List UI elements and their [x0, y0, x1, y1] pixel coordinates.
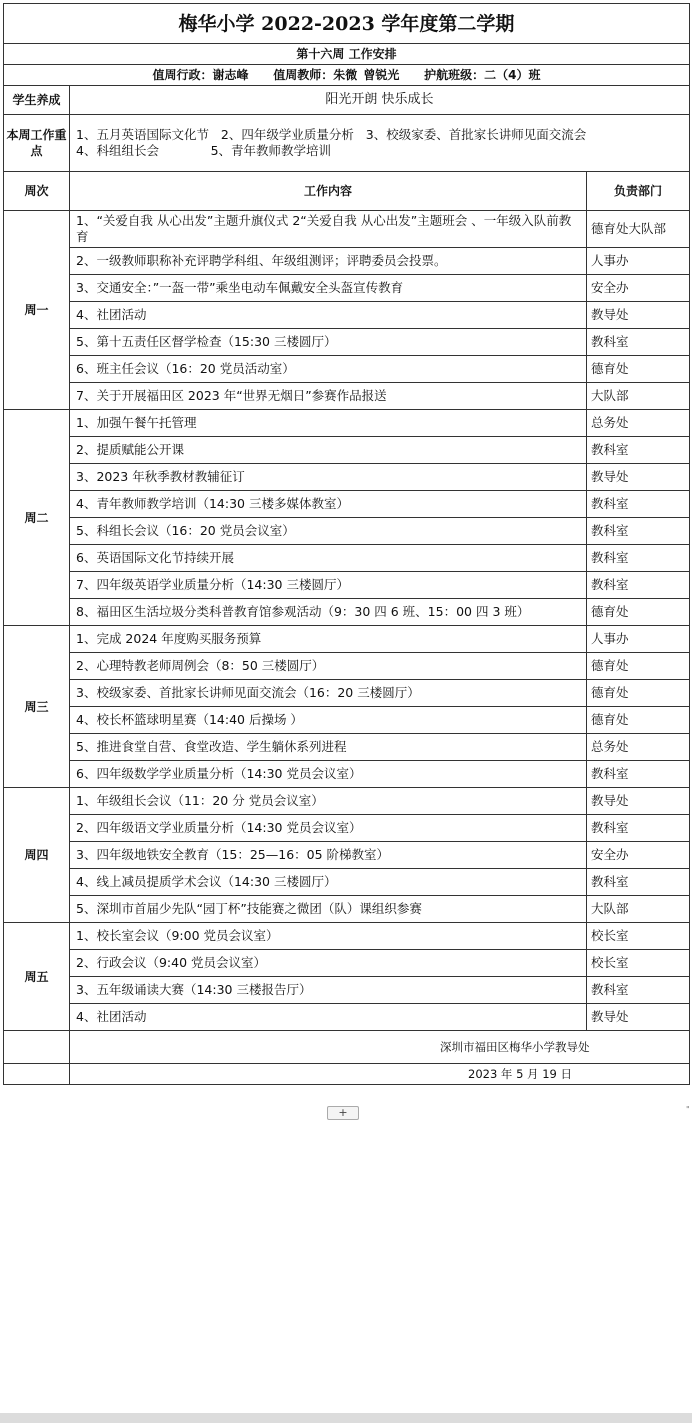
day-label: 周四 [4, 788, 70, 923]
task-text: 3、2023 年秋季教材教辅征订 [70, 464, 587, 491]
schedule-row [4, 626, 690, 653]
duty-admin-label: 值周行政： [152, 68, 213, 82]
task-text: 4、青年教师教学培训（14:30 三楼多媒体教室） [70, 491, 587, 518]
department: 教导处 [587, 464, 690, 491]
week-row [4, 44, 690, 65]
schedule-row [4, 815, 690, 842]
department: 德育处大队部 [587, 211, 690, 248]
task-text: 5、推进食堂自营、食堂改造、学生躺休系列进程 [70, 734, 587, 761]
task-text: 5、深圳市首届少先队“园丁杯”技能赛之微团（队）课组织参赛 [70, 896, 587, 923]
department: 人事办 [587, 626, 690, 653]
duty-teacher-label: 值周教师： [273, 68, 334, 82]
schedule-row [4, 977, 690, 1004]
schedule-row [4, 356, 690, 383]
department: 教科室 [587, 545, 690, 572]
department: 总务处 [587, 734, 690, 761]
day-label: 周五 [4, 923, 70, 1031]
department: 教科室 [587, 869, 690, 896]
task-text: 8、福田区生活垃圾分类科普教育馆参观活动（9：30 四 6 班、15：00 四 3 班） [70, 599, 587, 626]
schedule-row [4, 707, 690, 734]
focus-line: 4、科组组长会 5、青年教师教学培训 [76, 143, 332, 158]
day-label: 周二 [4, 410, 70, 626]
duty-info [4, 65, 690, 86]
task-text: 6、英语国际文化节持续开展 [70, 545, 587, 572]
schedule-row [4, 869, 690, 896]
department: 校长室 [587, 923, 690, 950]
day-label: 周一 [4, 211, 70, 410]
department: 安全办 [587, 842, 690, 869]
department: 德育处 [587, 680, 690, 707]
schedule-row [4, 437, 690, 464]
schedule-row [4, 545, 690, 572]
schedule-row [4, 491, 690, 518]
week-title: 第十六周 工作安排 [4, 44, 690, 65]
duty-admin: 谢志峰 [212, 68, 249, 82]
schedule-row [4, 923, 690, 950]
task-text: 2、四年级语文学业质量分析（14:30 党员会议室） [70, 815, 587, 842]
task-text: 1、完成 2024 年度购买服务预算 [70, 626, 587, 653]
motto-text: 阳光开朗 快乐成长 [70, 86, 690, 115]
duty-teachers: 朱微 曾锐光 [333, 68, 400, 82]
day-label: 周三 [4, 626, 70, 788]
task-text: 5、第十五责任区督学检查（15:30 三楼圆厅） [70, 329, 587, 356]
footer-date-row [4, 1064, 690, 1085]
department: 德育处 [587, 707, 690, 734]
schedule-row [4, 464, 690, 491]
task-text: 3、四年级地铁安全教育（15：25—16：05 阶梯教室） [70, 842, 587, 869]
department: 大队部 [587, 896, 690, 923]
header-dept: 负责部门 [587, 172, 690, 211]
task-text: 7、关于开展福田区 2023 年“世界无烟日”参赛作品报送 [70, 383, 587, 410]
schedule-row [4, 302, 690, 329]
duty-class-label: 护航班级： [424, 68, 485, 82]
schedule-row [4, 950, 690, 977]
schedule-sheet [3, 3, 689, 1085]
schedule-row [4, 275, 690, 302]
department: 总务处 [587, 410, 690, 437]
footer-date: 2023 年 5 月 19 日 [70, 1064, 690, 1085]
focus-line: 1、五月英语国际文化节 2、四年级学业质量分析 3、校级家委、首批家长讲师见面交流会 [76, 127, 587, 142]
title-row [4, 4, 690, 44]
department: 教科室 [587, 329, 690, 356]
schedule-row [4, 1004, 690, 1031]
schedule-row [4, 211, 690, 248]
department: 教科室 [587, 518, 690, 545]
focus-label: 本周工作重点 [4, 115, 70, 172]
task-text: 1、“关爱自我 从心出发”主题升旗仪式 2“关爱自我 从心出发”主题班会 、一年级入队前教育 [70, 211, 587, 248]
task-text: 1、年级组长会议（11：20 分 党员会议室） [70, 788, 587, 815]
add-row-button[interactable]: + [327, 1106, 359, 1120]
motto-row [4, 86, 690, 115]
department: 教科室 [587, 572, 690, 599]
schedule-row [4, 788, 690, 815]
schedule-row [4, 329, 690, 356]
schedule-row [4, 410, 690, 437]
task-text: 4、线上减员提质学术会议（14:30 三楼圆厅） [70, 869, 587, 896]
duty-row [4, 65, 690, 86]
task-text: 2、行政会议（9:40 党员会议室） [70, 950, 587, 977]
corner-mark: " [686, 1105, 690, 1114]
schedule-row [4, 761, 690, 788]
task-text: 3、交通安全：”一盔一带”乘坐电动车佩戴安全头盔宣传教育 [70, 275, 587, 302]
task-text: 6、班主任会议（16：20 党员活动室） [70, 356, 587, 383]
schedule-table [3, 3, 690, 1085]
task-text: 1、加强午餐午托管理 [70, 410, 587, 437]
department: 德育处 [587, 599, 690, 626]
task-text: 5、科组长会议（16：20 党员会议室） [70, 518, 587, 545]
department: 校长室 [587, 950, 690, 977]
department: 教科室 [587, 437, 690, 464]
schedule-row [4, 248, 690, 275]
task-text: 4、校长杯篮球明星赛（14:40 后操场 ） [70, 707, 587, 734]
department: 教导处 [587, 788, 690, 815]
schedule-row [4, 383, 690, 410]
schedule-row [4, 599, 690, 626]
header-content: 工作内容 [70, 172, 587, 211]
task-text: 1、校长室会议（9:00 党员会议室） [70, 923, 587, 950]
schedule-row [4, 572, 690, 599]
header-row [4, 172, 690, 211]
footer-blank [4, 1064, 70, 1085]
bottom-scrollbar[interactable] [0, 1413, 692, 1423]
task-text: 3、五年级诵读大赛（14:30 三楼报告厅） [70, 977, 587, 1004]
department: 教科室 [587, 491, 690, 518]
task-text: 2、心理特教老师周例会（8：50 三楼圆厅） [70, 653, 587, 680]
department: 大队部 [587, 383, 690, 410]
department: 教导处 [587, 1004, 690, 1031]
header-day: 周次 [4, 172, 70, 211]
schedule-row [4, 518, 690, 545]
focus-row [4, 115, 690, 172]
department: 教科室 [587, 815, 690, 842]
document-title: 梅华小学 2022-2023 学年度第二学期 [4, 4, 690, 44]
department: 教科室 [587, 977, 690, 1004]
department: 教科室 [587, 761, 690, 788]
schedule-row [4, 680, 690, 707]
task-text: 2、一级教师职称补充评聘学科组、年级组测评；评聘委员会投票。 [70, 248, 587, 275]
task-text: 4、社团活动 [70, 302, 587, 329]
task-text: 6、四年级数学学业质量分析（14:30 党员会议室） [70, 761, 587, 788]
schedule-row [4, 896, 690, 923]
department: 德育处 [587, 356, 690, 383]
schedule-row [4, 842, 690, 869]
department: 德育处 [587, 653, 690, 680]
focus-content [70, 115, 690, 172]
department: 人事办 [587, 248, 690, 275]
footer-org-row [4, 1031, 690, 1064]
schedule-row [4, 734, 690, 761]
footer-blank [4, 1031, 70, 1064]
task-text: 7、四年级英语学业质量分析（14:30 三楼圆厅） [70, 572, 587, 599]
schedule-row [4, 653, 690, 680]
department: 教导处 [587, 302, 690, 329]
motto-label: 学生养成 [4, 86, 70, 115]
duty-class: 二（4）班 [484, 68, 541, 82]
footer-org: 深圳市福田区梅华小学教导处 [70, 1031, 690, 1064]
task-text: 2、提质赋能公开课 [70, 437, 587, 464]
department: 安全办 [587, 275, 690, 302]
task-text: 3、校级家委、首批家长讲师见面交流会（16：20 三楼圆厅） [70, 680, 587, 707]
task-text: 4、社团活动 [70, 1004, 587, 1031]
